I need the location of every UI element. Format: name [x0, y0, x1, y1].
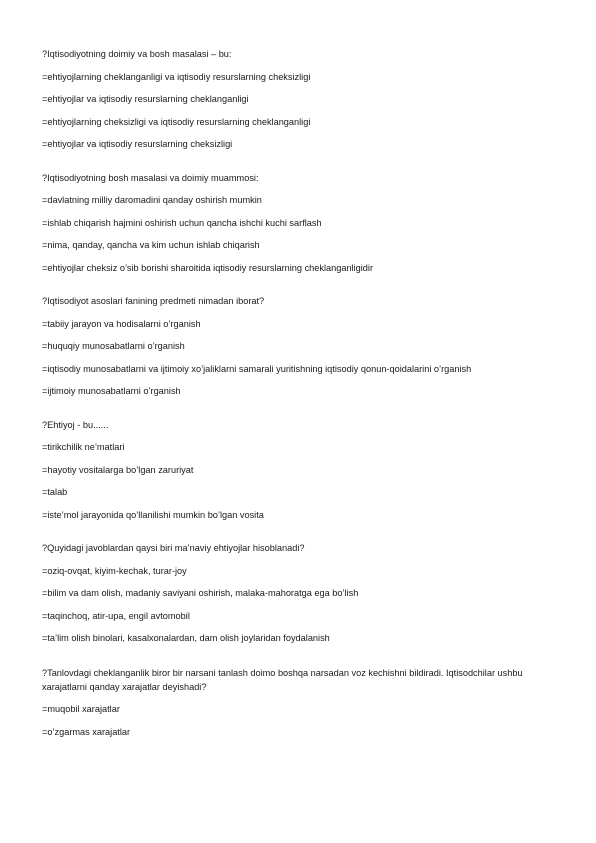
question-text: ?Iqtisodiyotning bosh masalasi va doimiy muammosi: [42, 172, 259, 183]
block-spacer [42, 655, 557, 666]
question-text: ?Tanlovdagi cheklanganlik biror bir narsani tanlash doimo boshqa narsadan voz kechishni bildiradi. Iqtisodchilar ushbu xarajatlarni qanday xarajatlar deyishadi? [42, 667, 523, 692]
answer-option: =o’zgarmas xarajatlar [42, 726, 131, 737]
document-content [42, 48, 557, 748]
answer-option: =oziq-ovqat, kiyim-kechak, turar-joy [42, 565, 187, 576]
answer-option: =taqinchoq, atir-upa, engil avtomobil [42, 610, 190, 621]
answer-option: =ishlab chiqarish hajmini oshirish uchun qancha ishchi kuchi sarflash [42, 217, 322, 228]
answer-option: =iste’mol jarayonida qo’llanilishi mumkin bo’lgan vosita [42, 509, 264, 520]
question-text: ?Iqtisodiyotning doimiy va bosh masalasi – bu: [42, 49, 232, 59]
answer-option: =ijtimoiy munosabatlarni o’rganish [42, 386, 181, 396]
answer-option: =ehtiyojlarning cheksizligi va iqtisodiy resurslarning cheklanganligi [42, 116, 311, 127]
block-spacer [42, 531, 557, 542]
question-text: ?Quyidagi javoblardan qaysi biri ma’naviy ehtiyojlar hisoblanadi? [42, 543, 305, 553]
answer-option: =ta’lim olish binolari, kasalxonalardan, dam olish joylaridan foydalanish [42, 633, 330, 643]
block-spacer [42, 284, 557, 295]
answer-option: =nima, qanday, qancha va kim uchun ishlab chiqarish [42, 240, 260, 250]
answer-option: =ehtiyojlar va iqtisodiy resurslarning cheklanganligi [42, 94, 249, 104]
block-spacer [42, 161, 557, 172]
answer-option: =ehtiyojlar va iqtisodiy resurslarning cheksizligi [42, 139, 233, 149]
answer-option: =tirikchilik ne’matlari [42, 442, 125, 452]
question-text: ?Iqtisodiyot asoslari fanining predmeti nimadan iborat? [42, 296, 265, 306]
answer-option: =ehtiyojlar cheksiz o’sib borishi sharoitida iqtisodiy resurslarning cheklanganligidir [42, 262, 374, 273]
question-text: ?Ehtiyoj - bu...... [42, 419, 109, 430]
answer-option: =talab [42, 487, 68, 497]
answer-option: =ehtiyojlarning cheklanganligi va iqtisodiy resurslarning cheksizligi [42, 71, 311, 82]
answer-option: =huquqiy munosabatlarni o’rganish [42, 341, 185, 351]
answer-option: =iqtisodiy munosabatlarni va ijtimoiy xo’jaliklarni samarali yuritishning iqtisodiy qonun-qoidalarini o’rganish [42, 363, 472, 374]
answer-option: =hayotiy vositalarga bo’lgan zaruriyat [42, 464, 194, 475]
answer-option: =tabiiy jarayon va hodisalarni o’rganish [42, 318, 201, 329]
block-spacer [42, 408, 557, 419]
answer-option: =davlatning milliy daromadini qanday oshirish mumkin [42, 195, 262, 205]
answer-option: =muqobil xarajatlar [42, 704, 120, 714]
answer-option: =bilim va dam olish, madaniy saviyani oshirish, malaka-mahoratga ega bo’lish [42, 588, 359, 598]
